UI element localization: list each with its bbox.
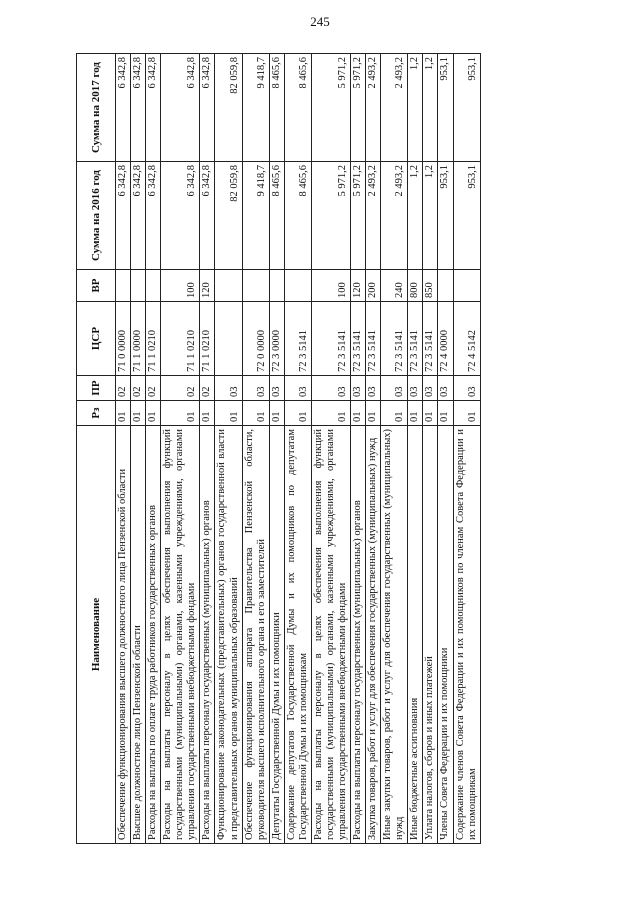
cell-sum-2016: 2 493,2 bbox=[381, 162, 408, 270]
cell-rz: 01 bbox=[311, 401, 350, 426]
cell-pr: 03 bbox=[284, 376, 311, 401]
table-row bbox=[381, 54, 408, 844]
cell-vr: 100 bbox=[311, 270, 350, 302]
table-row bbox=[366, 54, 381, 844]
table-row bbox=[269, 54, 284, 844]
cell-pr: 03 bbox=[381, 376, 408, 401]
cell-sum-2017: 1,2 bbox=[408, 54, 423, 162]
cell-sum-2016: 6 342,8 bbox=[131, 162, 146, 270]
cell-sum-2017: 9 418,7 bbox=[242, 54, 269, 162]
cell-vr bbox=[131, 270, 146, 302]
table-body bbox=[116, 54, 481, 844]
cell-csr: 72 3 0000 bbox=[269, 302, 284, 376]
cell-sum-2017: 5 971,2 bbox=[311, 54, 350, 162]
cell-rz: 01 bbox=[161, 401, 200, 426]
table-row bbox=[215, 54, 242, 844]
cell-sum-2016: 2 493,2 bbox=[366, 162, 381, 270]
cell-rz: 01 bbox=[215, 401, 242, 426]
cell-csr: 72 3 5141 bbox=[284, 302, 311, 376]
header-csr: ЦСР bbox=[77, 302, 116, 376]
cell-csr: 71 1 0000 bbox=[131, 302, 146, 376]
cell-name: Расходы на выплаты персоналу государственных (муниципальных) органов bbox=[200, 426, 215, 844]
cell-vr: 100 bbox=[161, 270, 200, 302]
cell-rz: 01 bbox=[242, 401, 269, 426]
cell-name: Расходы на выплаты персоналу в целях обеспечения выполнения функций государственными (муниципальными) органами, казенными учреждениями, органами управления государственными внебюджетными фондами bbox=[161, 426, 200, 844]
table-row bbox=[408, 54, 423, 844]
cell-rz: 01 bbox=[116, 401, 131, 426]
cell-csr: 72 3 5141 bbox=[311, 302, 350, 376]
cell-pr: 02 bbox=[161, 376, 200, 401]
cell-sum-2017: 6 342,8 bbox=[116, 54, 131, 162]
cell-vr: 240 bbox=[381, 270, 408, 302]
cell-rz: 01 bbox=[351, 401, 366, 426]
cell-sum-2016: 8 465,6 bbox=[284, 162, 311, 270]
table-row bbox=[161, 54, 200, 844]
cell-vr bbox=[269, 270, 284, 302]
cell-sum-2017: 953,1 bbox=[453, 54, 480, 162]
cell-vr bbox=[146, 270, 161, 302]
cell-pr: 03 bbox=[215, 376, 242, 401]
cell-name: Обеспечение функционирования высшего должностного лица Пензенской области bbox=[116, 426, 131, 844]
table-row bbox=[351, 54, 366, 844]
table-row bbox=[242, 54, 269, 844]
cell-sum-2016: 1,2 bbox=[408, 162, 423, 270]
cell-sum-2016: 5 971,2 bbox=[311, 162, 350, 270]
cell-sum-2017: 6 342,8 bbox=[146, 54, 161, 162]
cell-rz: 01 bbox=[366, 401, 381, 426]
cell-csr: 71 1 0210 bbox=[161, 302, 200, 376]
cell-sum-2017: 6 342,8 bbox=[161, 54, 200, 162]
table-row bbox=[284, 54, 311, 844]
cell-sum-2016: 6 342,8 bbox=[200, 162, 215, 270]
cell-vr: 800 bbox=[408, 270, 423, 302]
cell-sum-2017: 6 342,8 bbox=[131, 54, 146, 162]
cell-vr bbox=[215, 270, 242, 302]
cell-sum-2016: 82 059,8 bbox=[215, 162, 242, 270]
header-sum-2016: Сумма на 2016 год bbox=[77, 162, 116, 270]
cell-pr: 02 bbox=[200, 376, 215, 401]
cell-sum-2016: 6 342,8 bbox=[161, 162, 200, 270]
cell-name: Высшее должностное лицо Пензенской области bbox=[131, 426, 146, 844]
cell-sum-2016: 6 342,8 bbox=[146, 162, 161, 270]
cell-name: Расходы на выплаты персоналу в целях обеспечения выполнения функций государственными (муниципальными) органами, казенными учреждениями, органами управления государственными внебюджетными фондами bbox=[311, 426, 350, 844]
cell-vr bbox=[284, 270, 311, 302]
cell-csr: 72 3 5141 bbox=[366, 302, 381, 376]
cell-rz: 01 bbox=[269, 401, 284, 426]
cell-sum-2017: 8 465,6 bbox=[269, 54, 284, 162]
cell-pr: 03 bbox=[242, 376, 269, 401]
cell-rz: 01 bbox=[408, 401, 423, 426]
cell-pr: 03 bbox=[438, 376, 453, 401]
cell-sum-2016: 6 342,8 bbox=[116, 162, 131, 270]
cell-rz: 01 bbox=[284, 401, 311, 426]
table-row bbox=[200, 54, 215, 844]
cell-pr: 03 bbox=[269, 376, 284, 401]
cell-sum-2016: 953,1 bbox=[453, 162, 480, 270]
cell-csr: 71 0 0000 bbox=[116, 302, 131, 376]
cell-pr: 02 bbox=[131, 376, 146, 401]
cell-sum-2017: 6 342,8 bbox=[200, 54, 215, 162]
rotated-page bbox=[76, 54, 586, 844]
table-row bbox=[116, 54, 131, 844]
cell-sum-2017: 1,2 bbox=[423, 54, 438, 162]
cell-name: Обеспечение функционирования аппарата Правительства Пензенской области, руководителя высшего исполнительного органа и его заместителей bbox=[242, 426, 269, 844]
cell-sum-2017: 2 493,2 bbox=[366, 54, 381, 162]
cell-name: Члены Совета Федерации и их помощники bbox=[438, 426, 453, 844]
cell-sum-2016: 5 971,2 bbox=[351, 162, 366, 270]
cell-pr: 02 bbox=[146, 376, 161, 401]
cell-vr bbox=[453, 270, 480, 302]
cell-vr bbox=[242, 270, 269, 302]
budget-table bbox=[76, 53, 481, 844]
cell-sum-2017: 2 493,2 bbox=[381, 54, 408, 162]
table-row bbox=[438, 54, 453, 844]
cell-pr: 03 bbox=[453, 376, 480, 401]
cell-rz: 01 bbox=[131, 401, 146, 426]
cell-csr: 72 0 0000 bbox=[242, 302, 269, 376]
cell-csr: 72 3 5141 bbox=[408, 302, 423, 376]
cell-csr: 71 1 0210 bbox=[146, 302, 161, 376]
cell-vr: 120 bbox=[351, 270, 366, 302]
cell-csr bbox=[215, 302, 242, 376]
header-name: Наименование bbox=[77, 426, 116, 844]
cell-csr: 72 4 0000 bbox=[438, 302, 453, 376]
cell-sum-2017: 953,1 bbox=[438, 54, 453, 162]
cell-name: Содержание депутатов Государственной Думы и их помощников по депутатам Государственной Думы и их помощникам bbox=[284, 426, 311, 844]
cell-name: Закупка товаров, работ и услуг для обеспечения государственных (муниципальных) нужд bbox=[366, 426, 381, 844]
cell-vr: 120 bbox=[200, 270, 215, 302]
cell-sum-2017: 8 465,6 bbox=[284, 54, 311, 162]
cell-csr: 72 4 5142 bbox=[453, 302, 480, 376]
cell-rz: 01 bbox=[200, 401, 215, 426]
cell-rz: 01 bbox=[146, 401, 161, 426]
table-row bbox=[453, 54, 480, 844]
table-row bbox=[146, 54, 161, 844]
table-row bbox=[311, 54, 350, 844]
cell-vr bbox=[438, 270, 453, 302]
cell-pr: 03 bbox=[351, 376, 366, 401]
cell-rz: 01 bbox=[381, 401, 408, 426]
cell-name: Функционирование законодательных (представительных) органов государственной власти и представительных органов муниципальных образований bbox=[215, 426, 242, 844]
header-rz: Рз bbox=[77, 401, 116, 426]
table-row bbox=[423, 54, 438, 844]
table-row bbox=[131, 54, 146, 844]
cell-pr: 03 bbox=[423, 376, 438, 401]
cell-csr: 72 3 5141 bbox=[351, 302, 366, 376]
cell-pr: 02 bbox=[116, 376, 131, 401]
cell-name: Уплата налогов, сборов и иных платежей bbox=[423, 426, 438, 844]
cell-name: Иные закупки товаров, работ и услуг для обеспечения государственных (муниципальных) нужд bbox=[381, 426, 408, 844]
cell-rz: 01 bbox=[453, 401, 480, 426]
header-vr: ВР bbox=[77, 270, 116, 302]
table-header-row bbox=[77, 54, 116, 844]
cell-vr: 850 bbox=[423, 270, 438, 302]
cell-name: Депутаты Государственной Думы и их помощники bbox=[269, 426, 284, 844]
cell-name: Расходы на выплаты по оплате труда работников государственных органов bbox=[146, 426, 161, 844]
cell-name: Иные бюджетные ассигнования bbox=[408, 426, 423, 844]
header-sum-2017: Сумма на 2017 год bbox=[77, 54, 116, 162]
cell-sum-2016: 953,1 bbox=[438, 162, 453, 270]
cell-rz: 01 bbox=[438, 401, 453, 426]
cell-pr: 03 bbox=[408, 376, 423, 401]
page-number: 245 bbox=[310, 14, 330, 29]
cell-sum-2017: 82 059,8 bbox=[215, 54, 242, 162]
cell-sum-2016: 1,2 bbox=[423, 162, 438, 270]
cell-name: Расходы на выплаты персоналу государственных (муниципальных) органов bbox=[351, 426, 366, 844]
cell-csr: 71 1 0210 bbox=[200, 302, 215, 376]
cell-vr: 200 bbox=[366, 270, 381, 302]
cell-rz: 01 bbox=[423, 401, 438, 426]
cell-sum-2017: 5 971,2 bbox=[351, 54, 366, 162]
cell-vr bbox=[116, 270, 131, 302]
cell-pr: 03 bbox=[311, 376, 350, 401]
cell-sum-2016: 8 465,6 bbox=[269, 162, 284, 270]
cell-pr: 03 bbox=[366, 376, 381, 401]
header-pr: ПР bbox=[77, 376, 116, 401]
cell-csr: 72 3 5141 bbox=[381, 302, 408, 376]
cell-sum-2016: 9 418,7 bbox=[242, 162, 269, 270]
cell-name: Содержание членов Совета Федерации и их помощников по членам Совета Федерации и их помощникам bbox=[453, 426, 480, 844]
cell-csr: 72 3 5141 bbox=[423, 302, 438, 376]
